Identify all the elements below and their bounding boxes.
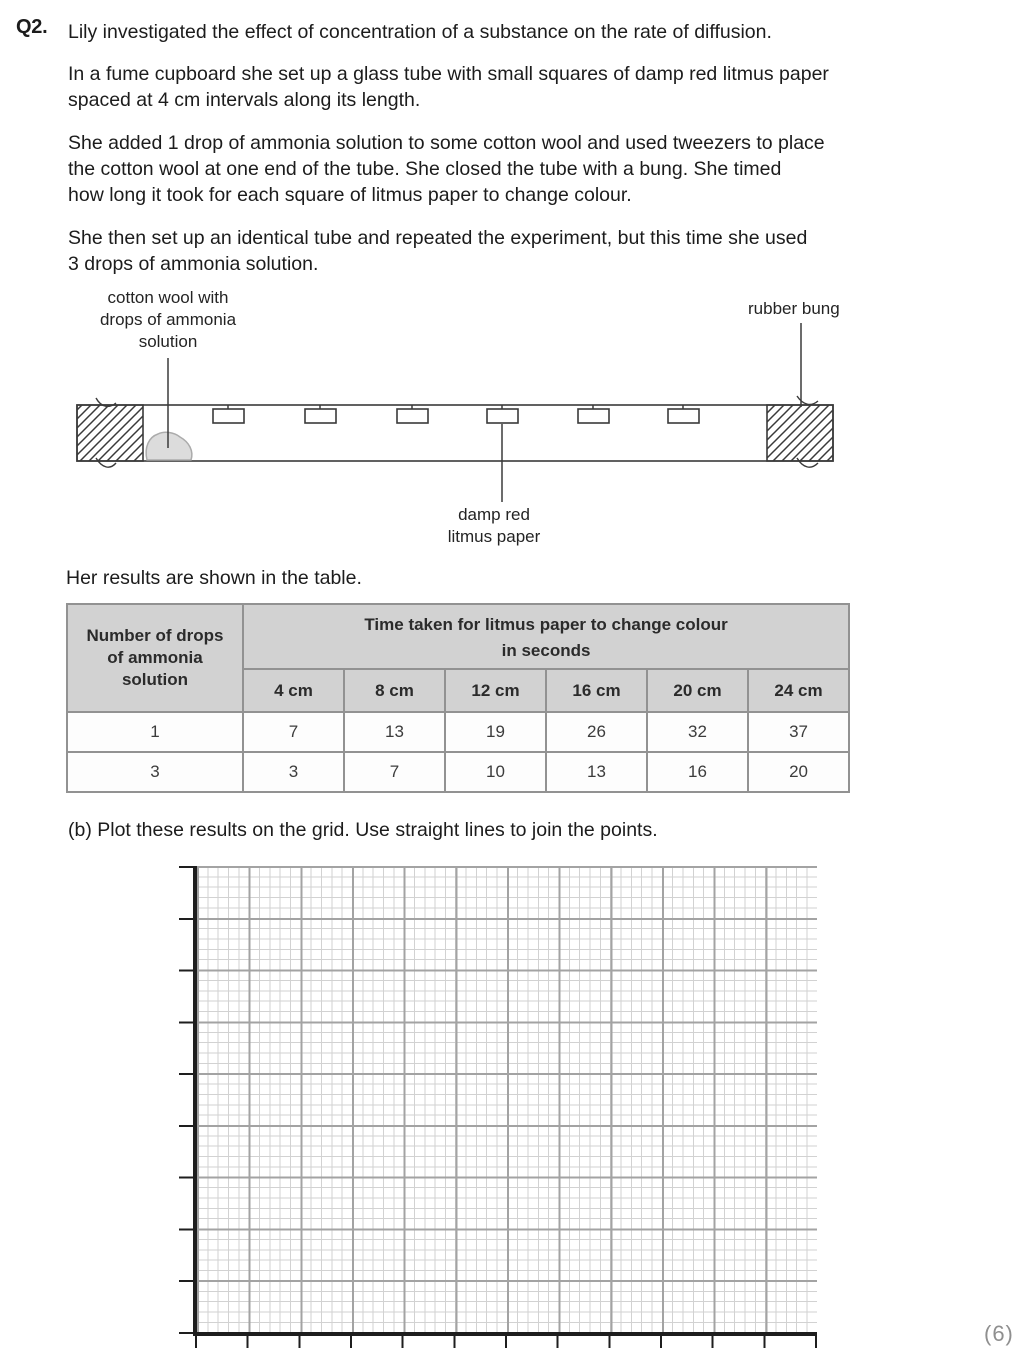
time-cell: 10 xyxy=(445,752,546,792)
rubber-bung-label: rubber bung xyxy=(748,299,840,318)
question-number: Q2. xyxy=(16,16,48,38)
text-line: She then set up an identical tube and repeated the experiment, but this time she used xyxy=(68,227,808,249)
results-table xyxy=(66,603,850,793)
litmus-paper-label xyxy=(429,504,559,548)
question-paragraph xyxy=(68,130,825,208)
question-paragraph xyxy=(68,225,807,277)
corner-header: Number of drops of ammonia solution xyxy=(67,604,243,712)
results-intro: Her results are shown in the table. xyxy=(66,567,362,589)
time-cell: 7 xyxy=(243,712,344,752)
cotton-wool xyxy=(146,432,192,460)
text-line: cotton wool with xyxy=(107,288,229,307)
text-line: litmus paper xyxy=(447,527,541,546)
distance-header: 4 cm xyxy=(243,669,344,712)
time-cell: 13 xyxy=(344,712,445,752)
litmus-square xyxy=(397,405,428,423)
litmus-square xyxy=(305,405,336,423)
tube-end-mark xyxy=(797,396,818,404)
group-header-line: in seconds xyxy=(501,640,591,660)
table-row xyxy=(67,752,849,792)
distance-header: 20 cm xyxy=(647,669,748,712)
time-cell: 37 xyxy=(748,712,849,752)
drops-cell: 3 xyxy=(67,752,243,792)
drops-cell: 1 xyxy=(67,712,243,752)
x-axis-ticks xyxy=(195,1336,817,1348)
text-line: 3 drops of ammonia solution. xyxy=(68,253,319,275)
distance-header: 8 cm xyxy=(344,669,445,712)
time-cell: 16 xyxy=(647,752,748,792)
text-line: spaced at 4 cm intervals along its length. xyxy=(68,89,421,111)
text-line: She added 1 drop of ammonia solution to some cotton wool and used tweezers to place xyxy=(68,132,825,154)
time-cell: 7 xyxy=(344,752,445,792)
distance-header: 16 cm xyxy=(546,669,647,712)
distance-header: 24 cm xyxy=(748,669,849,712)
question-paragraph xyxy=(68,19,772,45)
marks-badge: (6) xyxy=(984,1321,1014,1346)
distance-header: 12 cm xyxy=(445,669,546,712)
y-axis-ticks xyxy=(179,866,193,1336)
text-line: solution xyxy=(138,332,198,351)
litmus-square xyxy=(213,405,244,423)
cotton-wool-label xyxy=(88,287,248,353)
text-line: the cotton wool at one end of the tube. She closed the tube with a bung. She timed xyxy=(68,158,782,180)
text-line: damp red xyxy=(458,505,530,524)
time-cell: 20 xyxy=(748,752,849,792)
group-header-line: Time taken for litmus paper to change colour xyxy=(364,614,728,634)
part-b-instruction: (b) Plot these results on the grid. Use straight lines to join the points. xyxy=(68,819,658,841)
table-row xyxy=(67,712,849,752)
litmus-square xyxy=(668,405,699,423)
time-cell: 26 xyxy=(546,712,647,752)
plot-grid xyxy=(193,866,817,1336)
text-line: how long it took for each square of litmus paper to change colour. xyxy=(68,184,632,206)
text-line: Lily investigated the effect of concentration of a substance on the rate of diffusion. xyxy=(68,21,772,43)
time-cell: 19 xyxy=(445,712,546,752)
text-line: drops of ammonia xyxy=(99,310,237,329)
group-header xyxy=(243,604,849,669)
litmus-square xyxy=(578,405,609,423)
text-line: In a fume cupboard she set up a glass tube with small squares of damp red litmus paper xyxy=(68,63,829,85)
time-cell: 13 xyxy=(546,752,647,792)
time-cell: 32 xyxy=(647,712,748,752)
question-paragraph xyxy=(68,61,829,113)
litmus-square xyxy=(487,405,518,423)
time-cell: 3 xyxy=(243,752,344,792)
rubber-bung-left xyxy=(77,405,143,461)
rubber-bung-right xyxy=(767,405,833,461)
